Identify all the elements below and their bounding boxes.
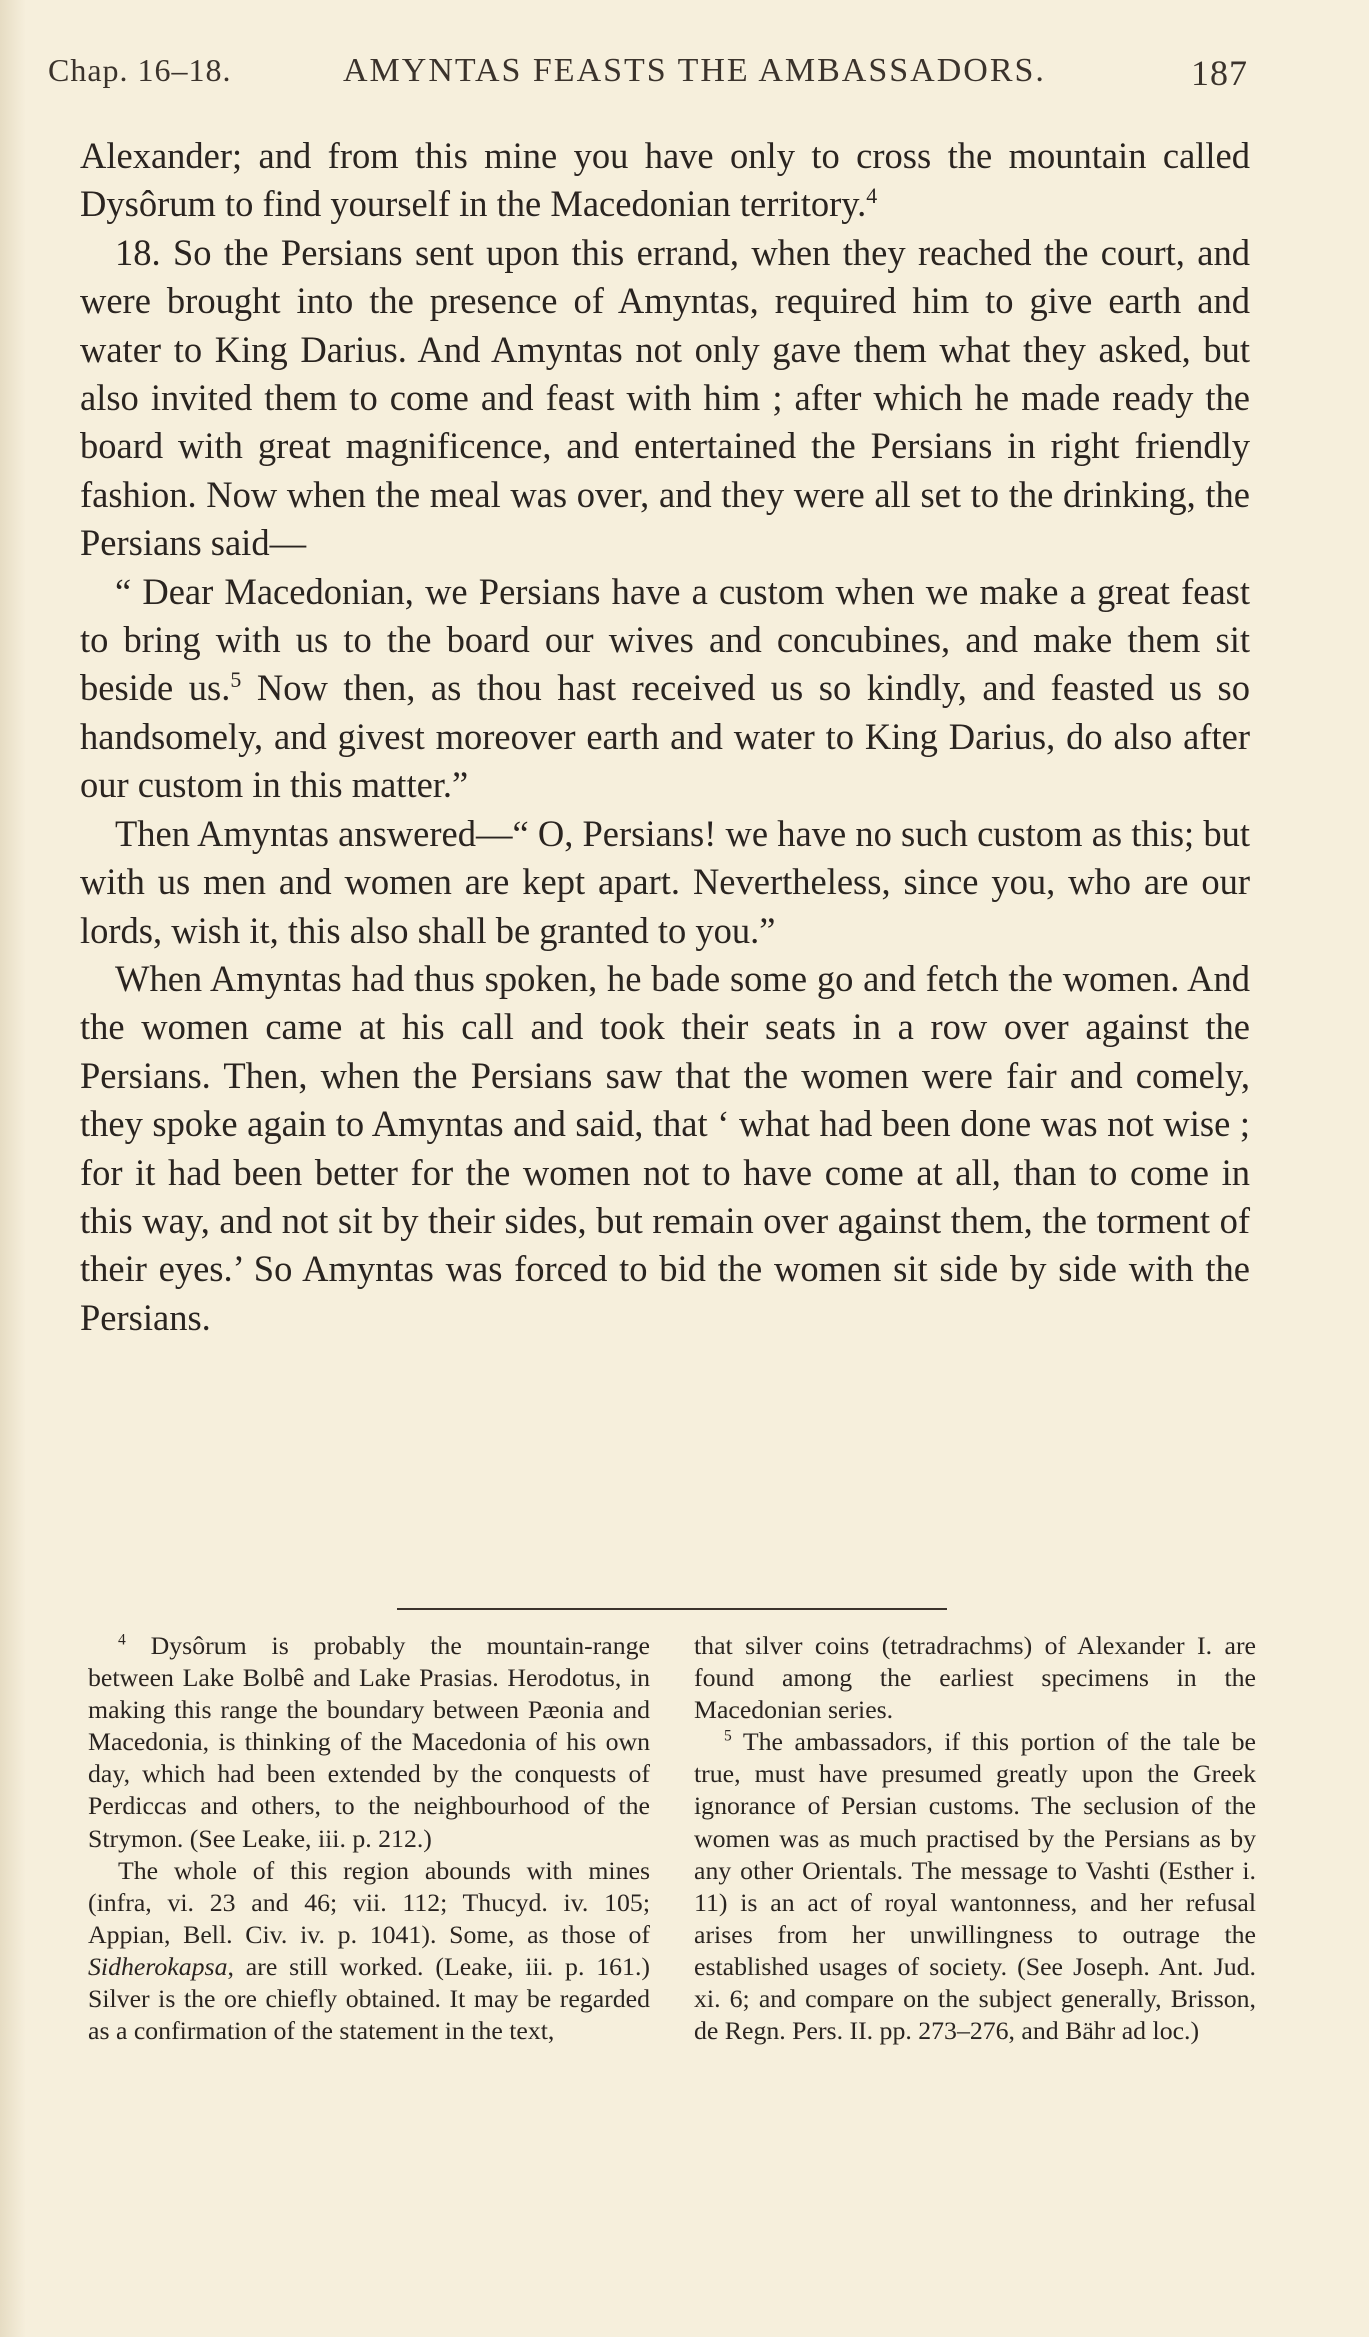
footnote-4-end: that silver coins (tetradrachms) of Alexander I. are found among the earliest specimens in the Macedonian series. — [694, 1631, 1256, 1725]
footnote-column-right — [694, 1630, 1256, 2047]
paragraph: Alexander; and from this mine you have only to cross the mountain called Dysôrum to find yourself in the Macedonian territory.$^4$ — [80, 135, 1250, 225]
paragraph: “ Dear Macedonian, we Persians have a custom when we make a great feast to bring with us to the board our wives and concubines, and make them sit beside us.$^5$ Now then, as thou hast received us so kindly, and feasted us so handsomely, and givest moreover earth and water to King Darius, do also after our custom in this matter.” — [80, 570, 1250, 806]
footnote-divider — [397, 1608, 947, 1610]
page-number: 187 — [1191, 53, 1248, 93]
chapter-range: Chap. 16–18. — [48, 52, 232, 88]
page-gutter-shadow — [0, 0, 26, 2337]
footnote-ref-5[interactable]: 5 — [230, 667, 242, 693]
footnote-4: $^4$ Dysôrum is probably the mountain-range between Lake Bolbê and Lake Prasias. Herodotus, in making this range the boundary between Pæonia and Macedonia, is thinking of the Macedonia of his own day, which had been extended by the conquests of Perdiccas and others, to the neighbourhood of the Strymon. (See Leake, iii. p. 212.) — [88, 1631, 650, 1853]
footnote-marker: 5 — [724, 1727, 732, 1745]
footnote-column-left — [88, 1630, 650, 2047]
footnote-5: $^5$ The ambassadors, if this portion of the tale be true, must have presumed greatly upon the Greek ignorance of Persian customs. The seclusion of the women was as much practised by the Persians as by any other Orientals. The message to Vashti (Esther i. 11) is an act of royal wantonness, and her refusal arises from her unwillingness to outrage the established usages of society. (See Joseph. Ant. Jud. xi. 6; and compare on the subject generally, Brisson, de Regn. Pers. II. pp. 273–276, and Bähr ad loc.) — [694, 1727, 1256, 2046]
footnote-ref-4[interactable]: 4 — [866, 183, 878, 209]
page-title: AMYNTAS FEASTS THE AMBASSADORS. — [343, 52, 1046, 89]
running-header — [48, 52, 1248, 102]
main-text — [80, 132, 1250, 1342]
footnotes — [88, 1630, 1256, 2047]
paragraph: When Amyntas had thus spoken, he bade some go and fetch the women. And the women came at his call and took their seats in a row over against the Persians. Then, when the Persians saw that the women were fair and comely, they spoke again to Amyntas and said, that ‘ what had been done was not wise ; for it had been better for the women not to have come at all, than to come in this way, and not sit by their sides, but remain over against them, the torment of their eyes.’ So Amyntas was forced to bid the women sit side by side with the Persians. — [80, 957, 1250, 1338]
footnote-4-continued: The whole of this region abounds with mines (infra, vi. 23 and 46; vii. 112; Thucyd. iv. 105; Appian, Bell. Civ. iv. p. 1041). Some, as those of Sidherokapsa, are still worked. (Leake, iii. p. 161.) Silver is the ore chiefly obtained. It may be regarded as a confirmation of the statement in the text, — [88, 1855, 650, 2046]
italic-placename: Sidherokapsa — [88, 1951, 228, 1981]
paragraph: 18. So the Persians sent upon this errand, when they reached the court, and were brought into the presence of Amyntas, required him to give earth and water to King Darius. And Amyntas not only gave them what they asked, but also invited them to come and feast with him ; after which he made ready the board with great magnificence, and entertained the Persians in right friendly fashion. Now when the meal was over, and they were all set to the drinking, the Persians said— — [80, 231, 1250, 564]
paragraph: Then Amyntas answered—“ O, Persians! we have no such custom as this; but with us men and women are kept apart. Nevertheless, since you, who are our lords, wish it, this also shall be granted to you.” — [80, 812, 1250, 951]
footnote-marker: 4 — [118, 1631, 126, 1649]
